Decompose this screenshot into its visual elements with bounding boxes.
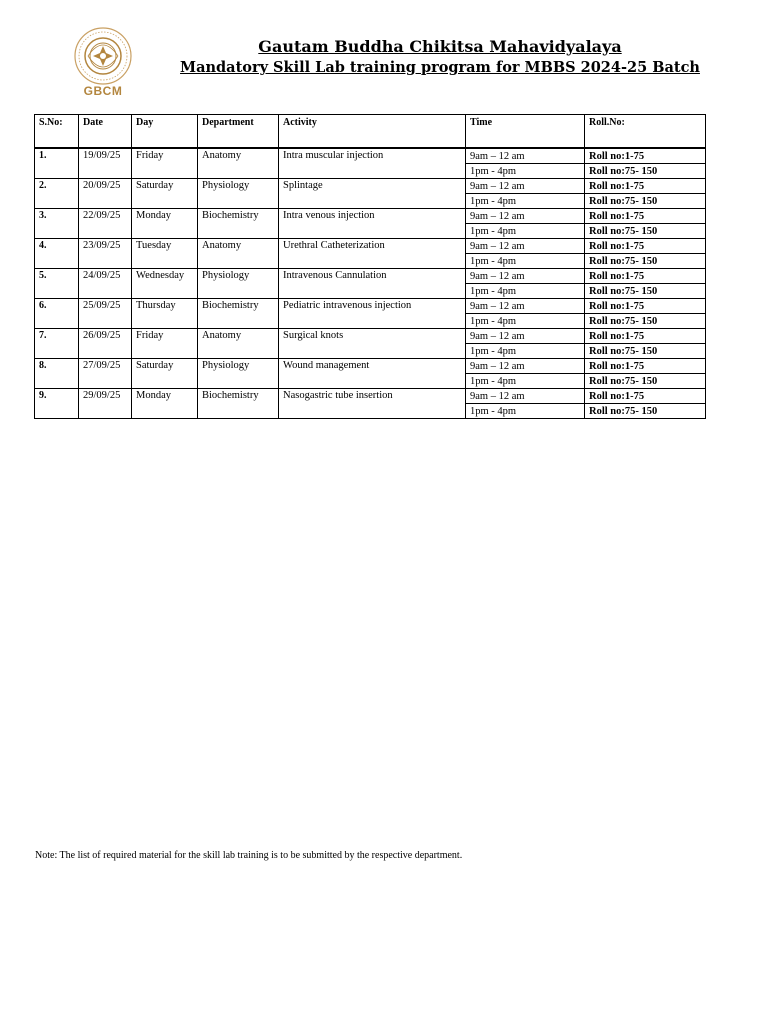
table-row bbox=[35, 269, 706, 284]
department-cell: Physiology bbox=[198, 359, 279, 389]
day-cell: Monday bbox=[132, 389, 198, 419]
column-header: Day bbox=[132, 115, 198, 148]
activity-cell: Pediatric intravenous injection bbox=[279, 299, 466, 329]
serial-number-cell: 6. bbox=[35, 299, 79, 329]
column-header: S.No: bbox=[35, 115, 79, 148]
roll-cell-morning: Roll no:1-75 bbox=[585, 269, 706, 284]
time-cell-morning: 9am – 12 am bbox=[466, 389, 585, 404]
time-cell-afternoon: 1pm - 4pm bbox=[466, 374, 585, 389]
date-cell: 24/09/25 bbox=[79, 269, 132, 299]
day-cell: Saturday bbox=[132, 359, 198, 389]
time-cell-morning: 9am – 12 am bbox=[466, 209, 585, 224]
department-cell: Biochemistry bbox=[198, 389, 279, 419]
day-cell: Saturday bbox=[132, 179, 198, 209]
date-cell: 23/09/25 bbox=[79, 239, 132, 269]
time-cell-afternoon: 1pm - 4pm bbox=[466, 314, 585, 329]
roll-cell-morning: Roll no:1-75 bbox=[585, 179, 706, 194]
table-row bbox=[35, 389, 706, 404]
time-cell-afternoon: 1pm - 4pm bbox=[466, 284, 585, 299]
roll-cell-morning: Roll no:1-75 bbox=[585, 359, 706, 374]
date-cell: 29/09/25 bbox=[79, 389, 132, 419]
footer-note: Note: The list of required material for the skill lab training is to be submitted by the respective department. bbox=[35, 850, 463, 861]
table-row bbox=[35, 149, 706, 164]
serial-number-cell: 8. bbox=[35, 359, 79, 389]
department-cell: Anatomy bbox=[198, 149, 279, 179]
activity-cell: Wound management bbox=[279, 359, 466, 389]
date-cell: 26/09/25 bbox=[79, 329, 132, 359]
serial-number-cell: 7. bbox=[35, 329, 79, 359]
table-row bbox=[35, 329, 706, 344]
college-title: Gautam Buddha Chikitsa Mahavidyalaya bbox=[258, 37, 622, 56]
department-cell: Physiology bbox=[198, 269, 279, 299]
serial-number-cell: 4. bbox=[35, 239, 79, 269]
department-cell: Biochemistry bbox=[198, 299, 279, 329]
activity-cell: Intra muscular injection bbox=[279, 149, 466, 179]
table-body bbox=[35, 148, 706, 419]
time-cell-morning: 9am – 12 am bbox=[466, 149, 585, 164]
time-cell-afternoon: 1pm - 4pm bbox=[466, 194, 585, 209]
date-cell: 27/09/25 bbox=[79, 359, 132, 389]
time-cell-afternoon: 1pm - 4pm bbox=[466, 344, 585, 359]
date-cell: 25/09/25 bbox=[79, 299, 132, 329]
roll-cell-morning: Roll no:1-75 bbox=[585, 239, 706, 254]
serial-number-cell: 2. bbox=[35, 179, 79, 209]
table-row bbox=[35, 239, 706, 254]
day-cell: Wednesday bbox=[132, 269, 198, 299]
roll-cell-morning: Roll no:1-75 bbox=[585, 389, 706, 404]
roll-cell-afternoon: Roll no:75- 150 bbox=[585, 404, 706, 419]
department-cell: Physiology bbox=[198, 179, 279, 209]
date-cell: 22/09/25 bbox=[79, 209, 132, 239]
roll-cell-morning: Roll no:1-75 bbox=[585, 329, 706, 344]
roll-cell-afternoon: Roll no:75- 150 bbox=[585, 194, 706, 209]
logo-text: GBCM bbox=[83, 84, 123, 98]
day-cell: Thursday bbox=[132, 299, 198, 329]
department-cell: Biochemistry bbox=[198, 209, 279, 239]
time-cell-morning: 9am – 12 am bbox=[466, 299, 585, 314]
serial-number-cell: 9. bbox=[35, 389, 79, 419]
time-cell-afternoon: 1pm - 4pm bbox=[466, 164, 585, 179]
column-header: Date bbox=[79, 115, 132, 148]
date-cell: 19/09/25 bbox=[79, 149, 132, 179]
column-header: Time bbox=[466, 115, 585, 148]
roll-cell-afternoon: Roll no:75- 150 bbox=[585, 164, 706, 179]
activity-cell: Surgical knots bbox=[279, 329, 466, 359]
column-header: Activity bbox=[279, 115, 466, 148]
serial-number-cell: 5. bbox=[35, 269, 79, 299]
roll-cell-afternoon: Roll no:75- 150 bbox=[585, 344, 706, 359]
column-header: Roll.No: bbox=[585, 115, 706, 148]
program-subtitle: Mandatory Skill Lab training program for MBBS 2024-25 Batch bbox=[180, 59, 700, 76]
department-cell: Anatomy bbox=[198, 239, 279, 269]
roll-cell-afternoon: Roll no:75- 150 bbox=[585, 314, 706, 329]
time-cell-afternoon: 1pm - 4pm bbox=[466, 404, 585, 419]
table-row bbox=[35, 209, 706, 224]
time-cell-morning: 9am – 12 am bbox=[466, 179, 585, 194]
time-cell-morning: 9am – 12 am bbox=[466, 359, 585, 374]
roll-cell-morning: Roll no:1-75 bbox=[585, 299, 706, 314]
schedule-table bbox=[34, 114, 706, 419]
time-cell-morning: 9am – 12 am bbox=[466, 239, 585, 254]
department-cell: Anatomy bbox=[198, 329, 279, 359]
roll-cell-afternoon: Roll no:75- 150 bbox=[585, 284, 706, 299]
time-cell-afternoon: 1pm - 4pm bbox=[466, 254, 585, 269]
column-header: Department bbox=[198, 115, 279, 148]
day-cell: Monday bbox=[132, 209, 198, 239]
activity-cell: Nasogastric tube insertion bbox=[279, 389, 466, 419]
activity-cell: Splintage bbox=[279, 179, 466, 209]
day-cell: Friday bbox=[132, 329, 198, 359]
roll-cell-morning: Roll no:1-75 bbox=[585, 149, 706, 164]
time-cell-morning: 9am – 12 am bbox=[466, 329, 585, 344]
activity-cell: Intra venous injection bbox=[279, 209, 466, 239]
activity-cell: Urethral Catheterization bbox=[279, 239, 466, 269]
serial-number-cell: 3. bbox=[35, 209, 79, 239]
day-cell: Tuesday bbox=[132, 239, 198, 269]
table-row bbox=[35, 359, 706, 374]
serial-number-cell: 1. bbox=[35, 149, 79, 179]
activity-cell: Intravenous Cannulation bbox=[279, 269, 466, 299]
day-cell: Friday bbox=[132, 149, 198, 179]
roll-cell-afternoon: Roll no:75- 150 bbox=[585, 374, 706, 389]
roll-cell-afternoon: Roll no:75- 150 bbox=[585, 254, 706, 269]
date-cell: 20/09/25 bbox=[79, 179, 132, 209]
roll-cell-afternoon: Roll no:75- 150 bbox=[585, 224, 706, 239]
time-cell-morning: 9am – 12 am bbox=[466, 269, 585, 284]
roll-cell-morning: Roll no:1-75 bbox=[585, 209, 706, 224]
table-row bbox=[35, 179, 706, 194]
table-row bbox=[35, 299, 706, 314]
table-header-row bbox=[35, 115, 706, 148]
time-cell-afternoon: 1pm - 4pm bbox=[466, 224, 585, 239]
